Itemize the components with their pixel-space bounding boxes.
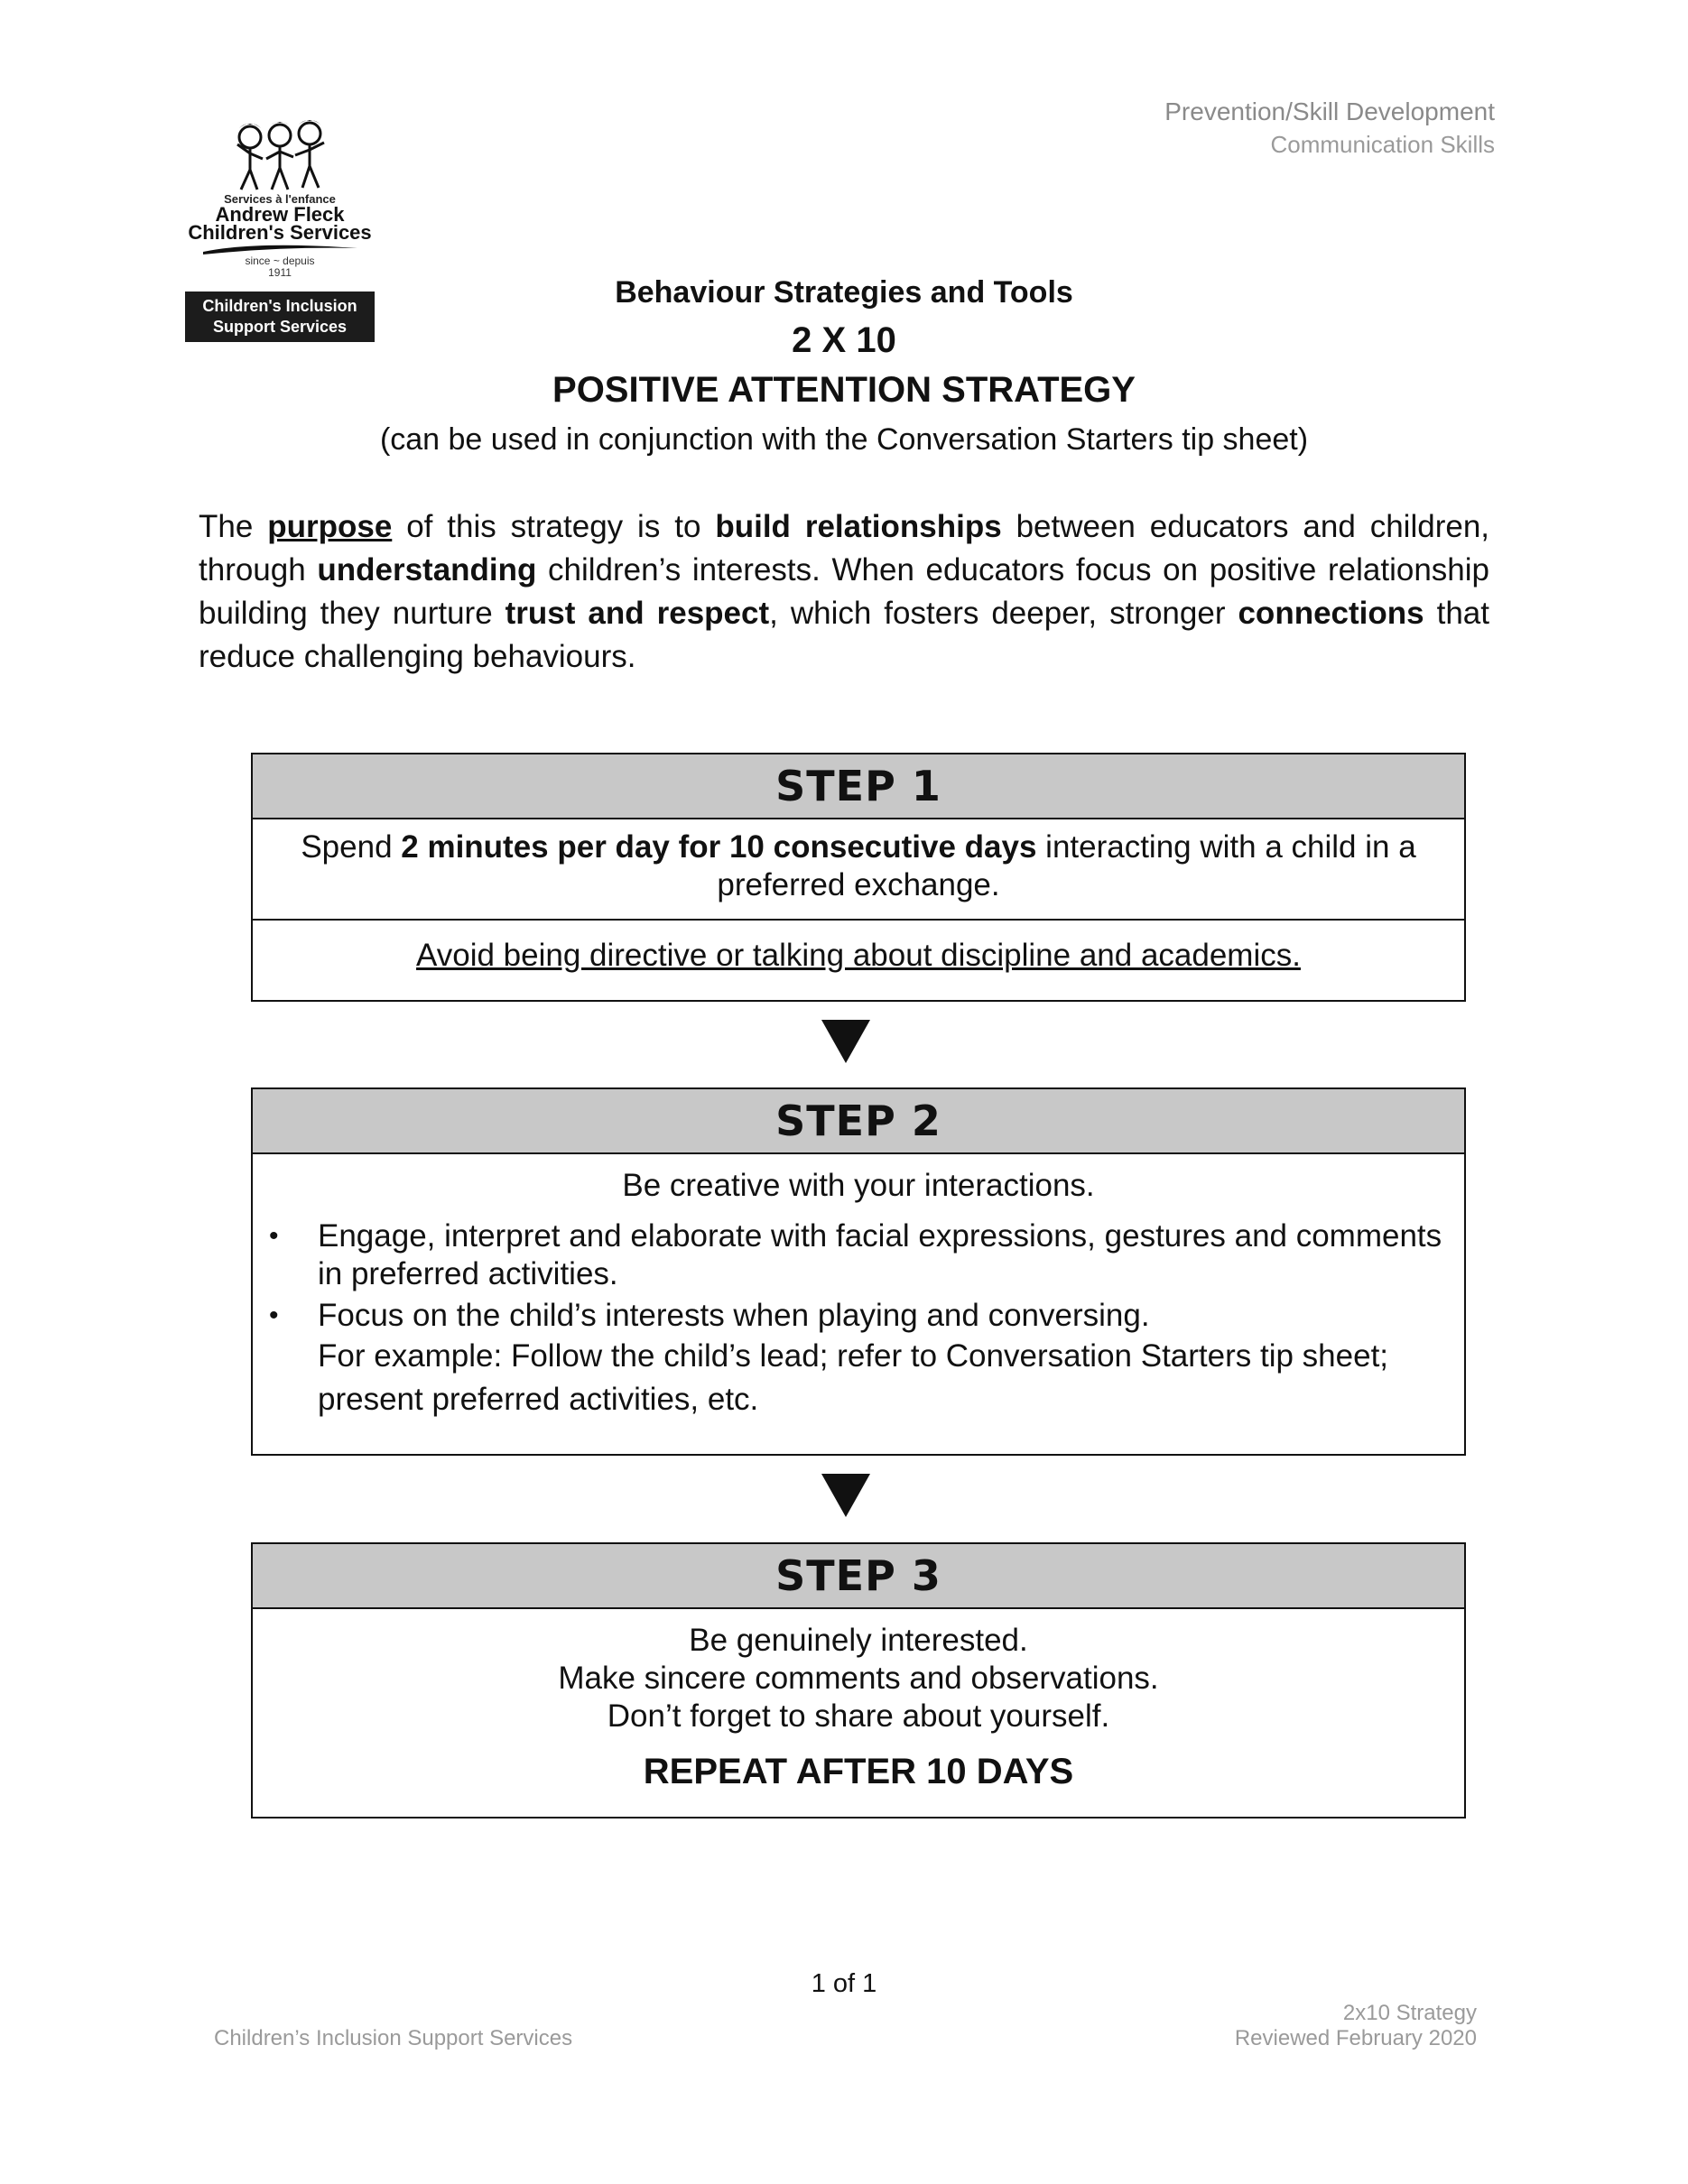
- step-2-lead: Be creative with your interactions.: [622, 1168, 1095, 1203]
- children-figures-icon: [230, 117, 329, 194]
- logo-since: since ~ depuis 1911: [245, 254, 315, 279]
- keyword-build-relationships: build relationships: [715, 509, 1002, 544]
- step-1-heading: STEP 1: [253, 754, 1464, 819]
- down-arrow-icon: [821, 1020, 870, 1063]
- step-2-bullet-list: [253, 1217, 1464, 1421]
- logo-org-name: Andrew Fleck Children's Services: [188, 203, 372, 244]
- step-3-repeat: REPEAT AFTER 10 DAYS: [643, 1752, 1074, 1791]
- document-note: (can be used in conjunction with the Conversation Starters tip sheet): [379, 422, 1309, 457]
- keyword-connections: connections: [1238, 596, 1424, 631]
- keyword-understanding: understanding: [317, 552, 537, 588]
- document-title-line2: POSITIVE ATTENTION STRATEGY: [552, 370, 1136, 410]
- step-1-box: [251, 753, 1466, 1002]
- step-3-box: [251, 1542, 1466, 1818]
- logo-tagline: Services à l'enfance: [224, 192, 336, 206]
- keyword-purpose: purpose: [267, 509, 393, 544]
- list-item: • Engage, interpret and elaborate with facial expressions, gestures and comments in preferred activities.: [318, 1217, 1446, 1293]
- step-1-instruction: Spend 2 minutes per day for 10 consecutive days interacting with a child in a preferred exchange.: [301, 829, 1416, 902]
- document-subcategory: Communication Skills: [1270, 131, 1495, 158]
- step-3-text: Be genuinely interested. Make sincere comments and observations. Don’t forget to share about yourself.: [558, 1623, 1159, 1734]
- document-title-line1: 2 X 10: [792, 320, 896, 360]
- keyword-trust-respect: trust and respect: [505, 596, 770, 631]
- document-category: Prevention/Skill Development: [1164, 97, 1495, 125]
- footer-left: Children’s Inclusion Support Services: [214, 2026, 573, 2050]
- logo-swoosh-icon: [201, 243, 359, 255]
- document-subtitle: Behaviour Strategies and Tools: [615, 275, 1073, 310]
- step-2-example: For example: Follow the child’s lead; refer to Conversation Starters tip sheet; present preferred activities, etc.: [318, 1338, 1389, 1417]
- down-arrow-icon: [821, 1474, 870, 1517]
- step-3-heading: STEP 3: [253, 1544, 1464, 1609]
- intro-paragraph: The purpose of this strategy is to build relationships between educators and children, through understanding children’s interests. When educators focus on positive relationship building they nurture trust and respect, which fosters deeper, stronger connections that reduce challenging behaviours.: [199, 509, 1490, 674]
- step-2-box: [251, 1087, 1466, 1456]
- step-1-note: Avoid being directive or talking about discipline and academics.: [253, 919, 1464, 975]
- footer-review-date: Reviewed February 2020: [1234, 2026, 1477, 2050]
- page-number: 1 of 1: [811, 1969, 877, 1998]
- list-item: • Focus on the child’s interests when playing and conversing. For example: Follow the child’s lead; refer to Conversation Starters tip sheet; present preferred activities, etc.: [318, 1297, 1446, 1421]
- logo-badge: Children's Inclusion Support Services: [185, 292, 375, 342]
- step-2-heading: STEP 2: [253, 1089, 1464, 1154]
- footer-doc-name: 2x10 Strategy: [1342, 2001, 1477, 2025]
